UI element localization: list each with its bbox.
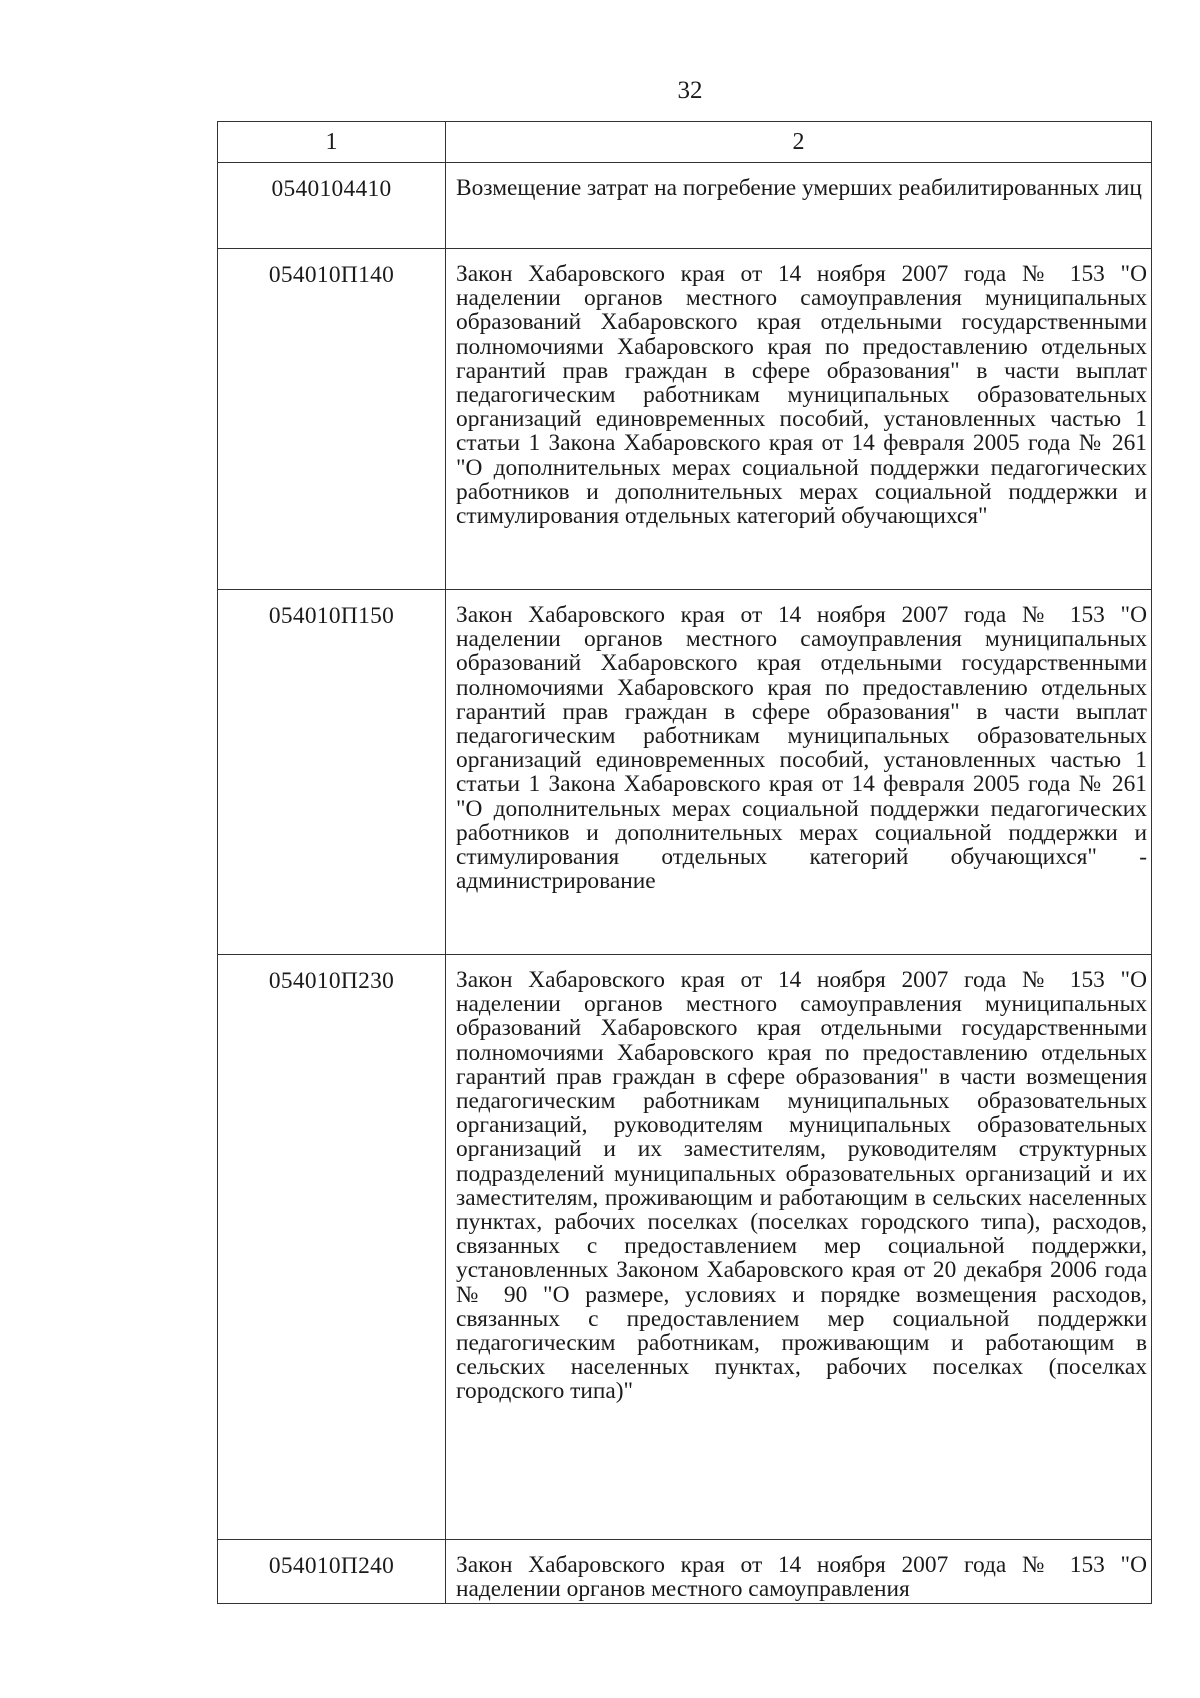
- table-row: [218, 163, 1152, 249]
- table-row: [218, 1540, 1152, 1604]
- row-description: Закон Хабаровского края от 14 ноября 2007 года № 153 "О наделении органов местного самоуправления муниципальных образований Хабаровского края отдельными государственными полномочиями Хабаровского края по предоставлению отдельных гарантий прав граждан в сфере образования" в части возмещения педагогическим работникам муниципальных образовательных организаций, руководителям муниципальных образовательных организаций и их заместителям, руководителям структурных подразделений муниципальных образовательных организаций и их заместителям, проживающим и работающим в сельских населенных пунктах, рабочих поселках (поселках городского типа), расходов, связанных с предоставлением мер социальной поддержки, установленных Законом Хабаровского края от 20 декабря 2006 года № 90 "О размере, условиях и порядке возмещения расходов, связанных с предоставлением мер социальной поддержки педагогическим работникам, проживающим и работающим в сельских населенных пунктах, рабочих поселках (поселках городского типа)": [446, 955, 1152, 1540]
- table-row: [218, 590, 1152, 955]
- row-code: 054010П150: [218, 590, 446, 955]
- row-description: Закон Хабаровского края от 14 ноября 2007 года № 153 "О наделении органов местного самоуправления: [446, 1540, 1152, 1604]
- row-code: 054010П230: [218, 955, 446, 1540]
- page-number: 32: [677, 77, 703, 104]
- row-description: Возмещение затрат на погребение умерших реабилитированных лиц: [446, 163, 1152, 249]
- row-code: 0540104410: [218, 163, 446, 249]
- column-header-code: 1: [218, 122, 446, 163]
- row-description: Закон Хабаровского края от 14 ноября 2007 года № 153 "О наделении органов местного самоуправления муниципальных образований Хабаровского края отдельными государственными полномочиями Хабаровского края по предоставлению отдельных гарантий прав граждан в сфере образования" в части выплат педагогическим работникам муниципальных образовательных организаций единовременных пособий, установленных частью 1 статьи 1 Закона Хабаровского края от 14 февраля 2005 года № 261 "О дополнительных мерах социальной поддержки педагогических работников и дополнительных мерах социальной поддержки и стимулирования отдельных категорий обучающихся" - администрирование: [446, 590, 1152, 955]
- row-description: Закон Хабаровского края от 14 ноября 2007 года № 153 "О наделении органов местного самоуправления муниципальных образований Хабаровского края отдельными государственными полномочиями Хабаровского края по предоставлению отдельных гарантий прав граждан в сфере образования" в части выплат педагогическим работникам муниципальных образовательных организаций единовременных пособий, установленных частью 1 статьи 1 Закона Хабаровского края от 14 февраля 2005 года № 261 "О дополнительных мерах социальной поддержки педагогических работников и дополнительных мерах социальной поддержки и стимулирования отдельных категорий обучающихся": [446, 249, 1152, 590]
- row-code: 054010П240: [218, 1540, 446, 1604]
- codes-table: [217, 121, 1152, 1604]
- table-row: [218, 955, 1152, 1540]
- row-code: 054010П140: [218, 249, 446, 590]
- column-header-description: 2: [446, 122, 1152, 163]
- table-row: [218, 249, 1152, 590]
- table-header-row: [218, 122, 1152, 163]
